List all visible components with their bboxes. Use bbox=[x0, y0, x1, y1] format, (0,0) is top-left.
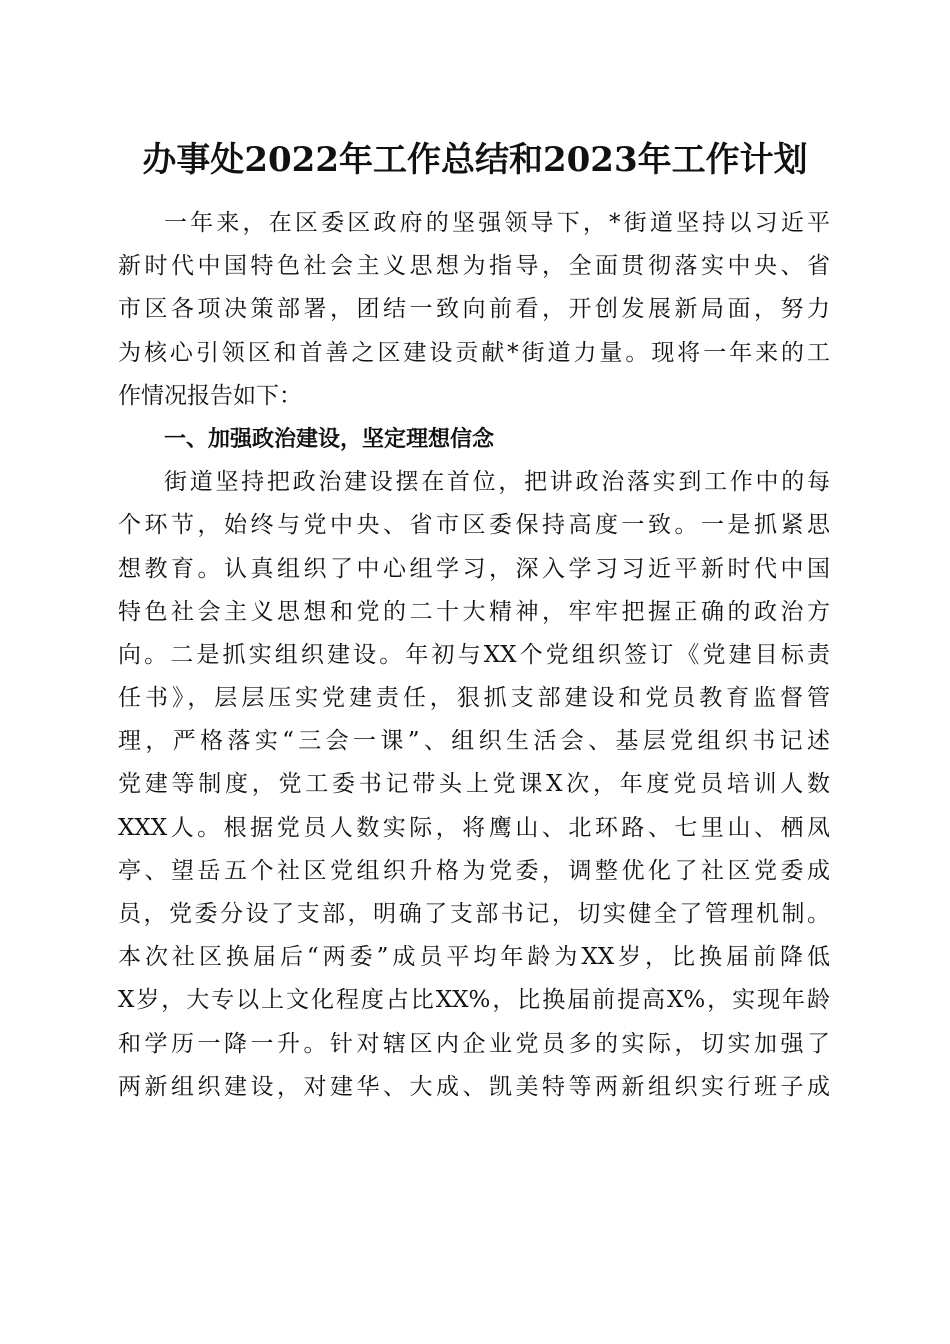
paragraph-line: 想教育。认真组织了中心组学习，深入学习习近平新时代中国 bbox=[118, 555, 830, 582]
intro-line: 作情况报告如下： bbox=[118, 382, 302, 409]
intro-line: 一年来，在区委区政府的坚强领导下，*街道坚持以习近平 bbox=[164, 210, 830, 236]
document-title: 办事处2022年工作总结和2023年工作计划 bbox=[142, 140, 808, 180]
paragraph-line: XXX人。根据党员人数实际，将鹰山、北环路、七里山、栖凤 bbox=[118, 814, 830, 841]
paragraph-line: 亭、望岳五个社区党组织升格为党委，调整优化了社区党委成 bbox=[118, 857, 830, 884]
intro-line: 为核心引领区和首善之区建设贡献*街道力量。现将一年来的工 bbox=[118, 339, 830, 366]
paragraph-line: 向。二是抓实组织建设。年初与XX个党组织签订《党建目标责 bbox=[118, 641, 830, 668]
paragraph-line: 和学历一降一升。针对辖区内企业党员多的实际，切实加强了 bbox=[118, 1030, 830, 1057]
section-heading: 一、加强政治建设，坚定理想信念 bbox=[164, 426, 495, 452]
paragraph-line: 员，党委分设了支部，明确了支部书记，切实健全了管理机制。 bbox=[118, 901, 830, 927]
paragraph-line: 理，严格落实“三会一课”、组织生活会、基层党组织书记述 bbox=[118, 728, 830, 755]
paragraph-line: 特色社会主义思想和党的二十大精神，牢牢把握正确的政治方 bbox=[118, 598, 830, 625]
paragraph-line: 党建等制度，党工委书记带头上党课X次，年度党员培训人数 bbox=[118, 771, 830, 798]
paragraph-line: 两新组织建设，对建华、大成、凯美特等两新组织实行班子成 bbox=[118, 1073, 830, 1100]
intro-line: 新时代中国特色社会主义思想为指导，全面贯彻落实中央、省 bbox=[118, 253, 830, 280]
paragraph-line: 个环节，始终与党中央、省市区委保持高度一致。一是抓紧思 bbox=[118, 512, 830, 539]
intro-line: 市区各项决策部署，团结一致向前看，开创发展新局面，努力 bbox=[118, 296, 830, 323]
paragraph-line: 街道坚持把政治建设摆在首位，把讲政治落实到工作中的每 bbox=[164, 469, 830, 496]
paragraph-line: 本次社区换届后“两委”成员平均年龄为XX岁，比换届前降低 bbox=[118, 944, 830, 971]
paragraph-line: X岁，大专以上文化程度占比XX%，比换届前提高X%，实现年龄 bbox=[118, 987, 830, 1014]
paragraph-line: 任书》，层层压实党建责任，狠抓支部建设和党员教育监督管 bbox=[118, 685, 830, 712]
document-body bbox=[118, 202, 830, 1109]
